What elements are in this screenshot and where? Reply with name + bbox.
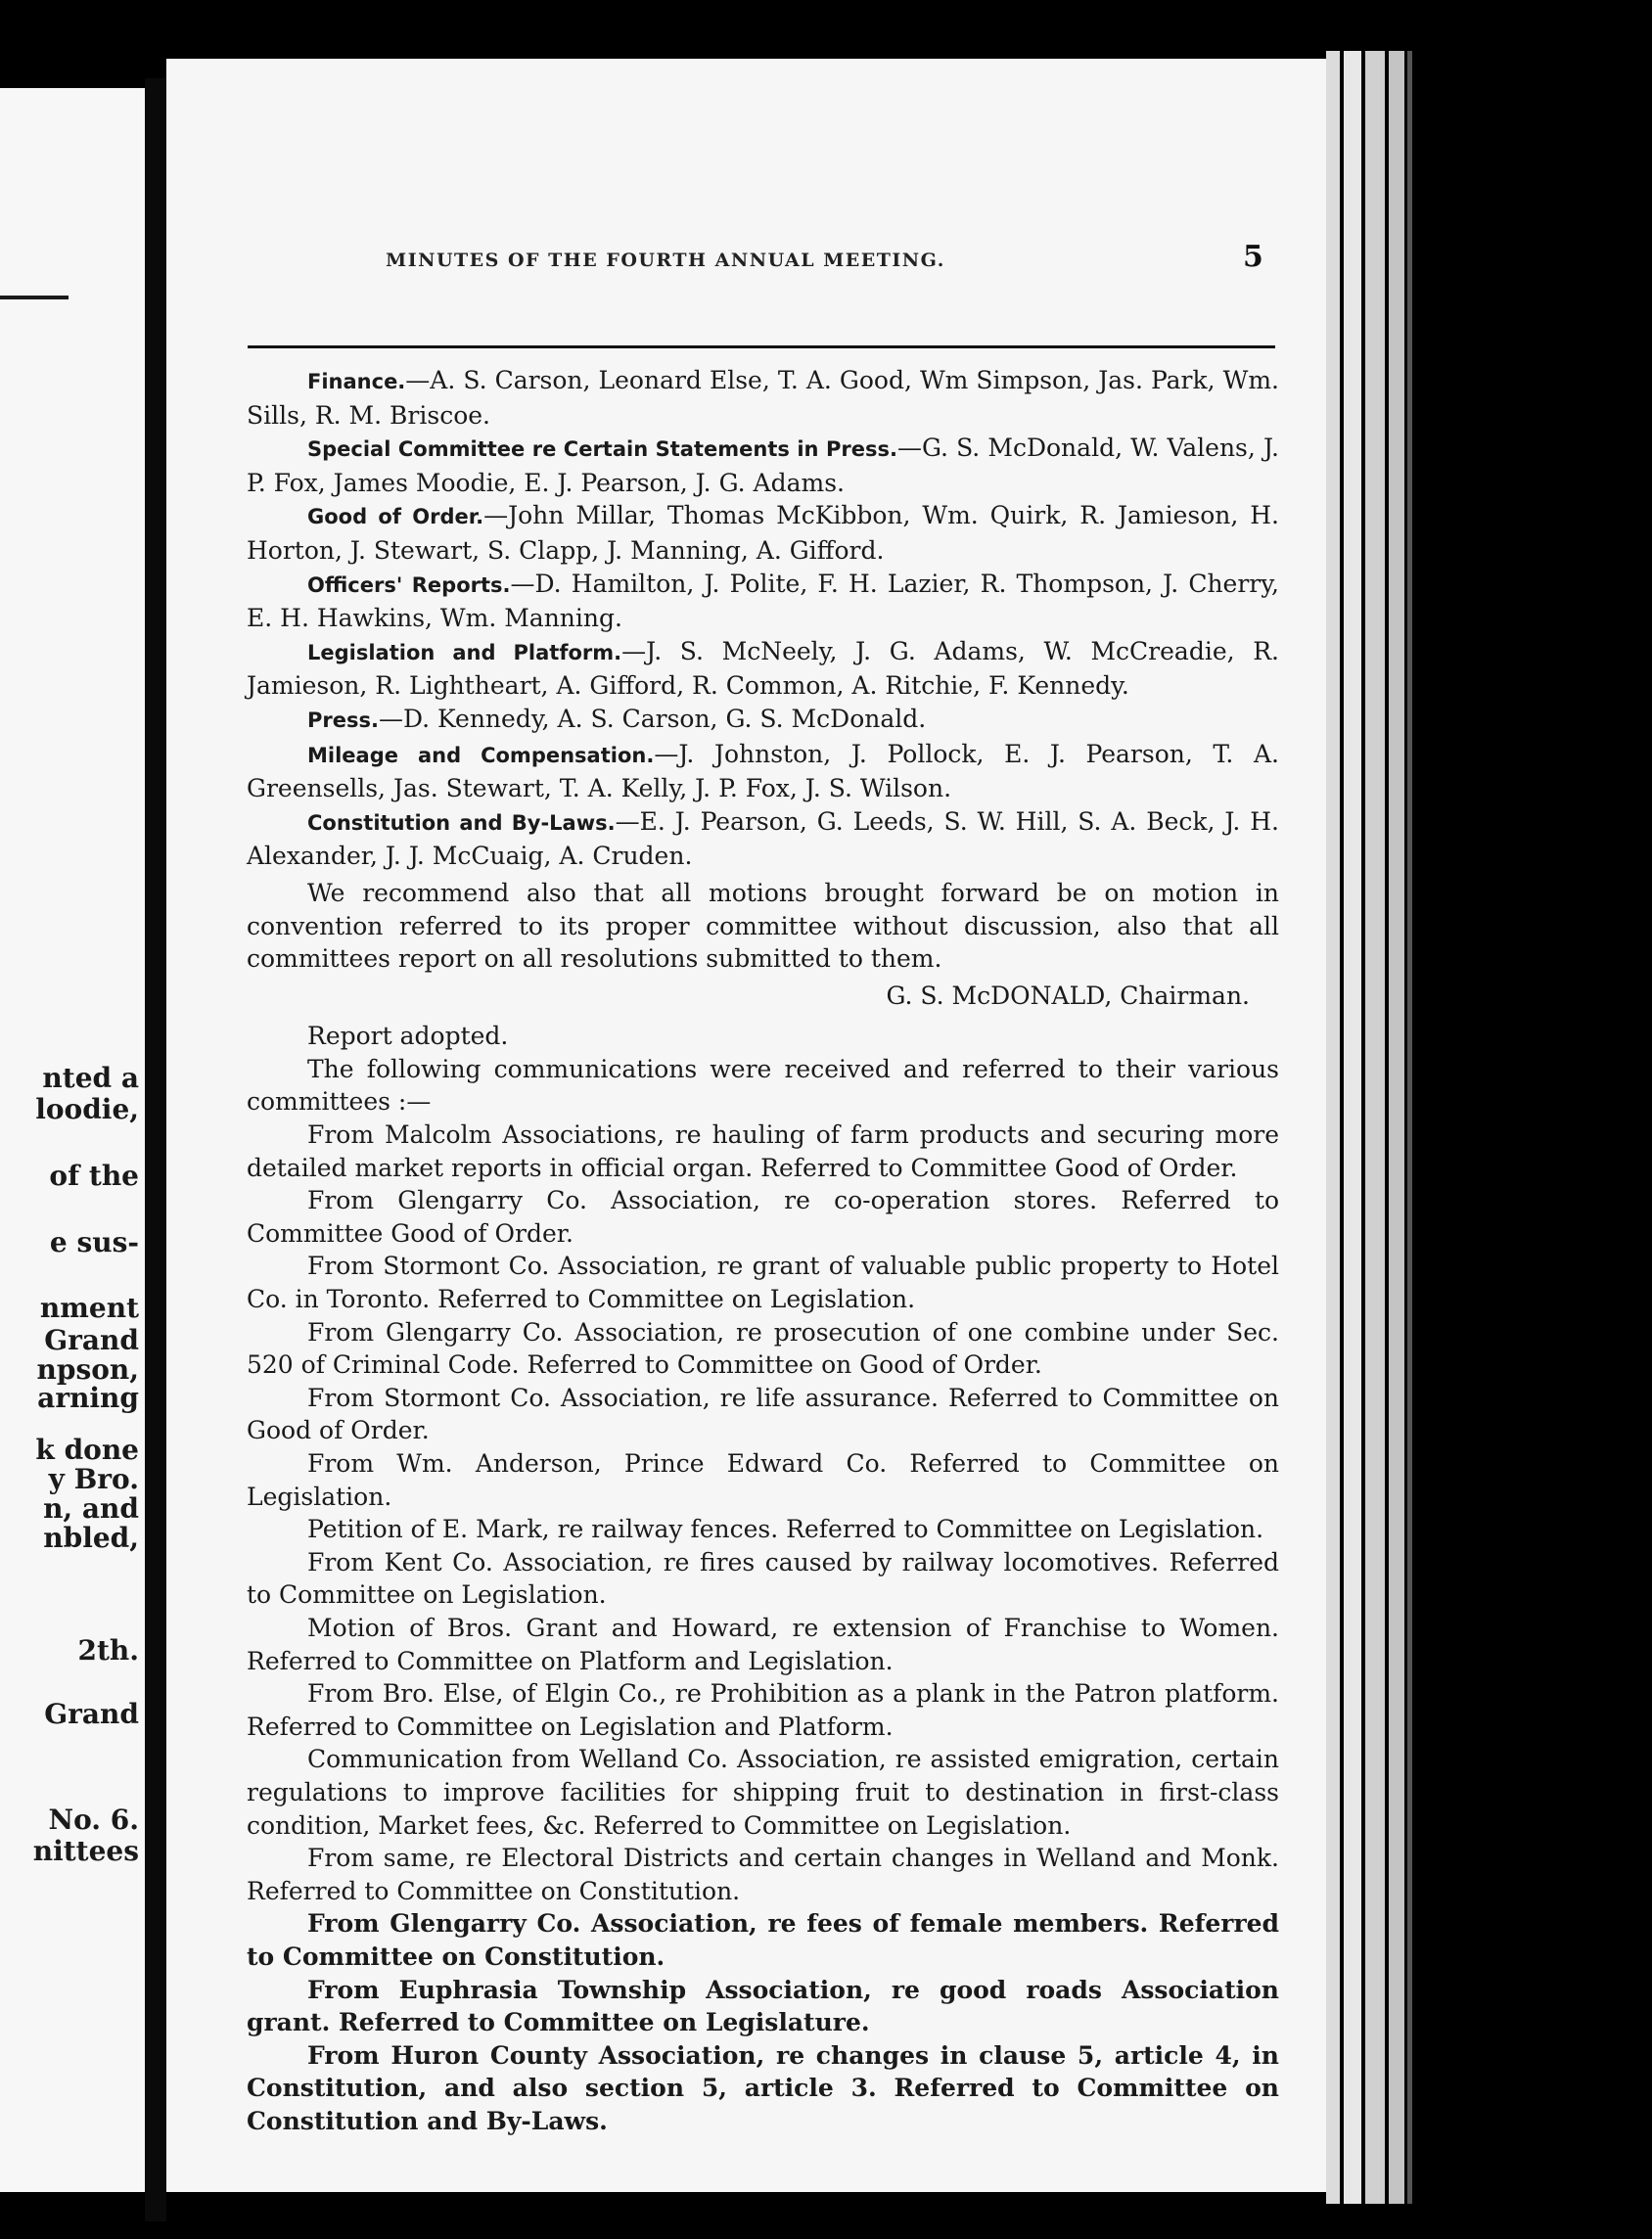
committee-name: Press. (307, 708, 379, 732)
previous-page-fragment: e sus- (49, 1226, 139, 1258)
committee-name: Good of Order. (307, 505, 484, 529)
previous-page-fragment: Grand (44, 1698, 139, 1730)
communication-item: From Huron County Association, re changes in clause 5, article 4, in Constitution, and also section 5, article 3. Referred to Committee on Constitution and By-Laws. (247, 2040, 1279, 2135)
committee-paragraph (247, 635, 1279, 703)
previous-page-fragment: nbled, (43, 1522, 139, 1554)
page-edge (1326, 51, 1340, 2204)
communication-item: From Glengarry Co. Association, re fees of female members. Referred to Committee on Constitution. (247, 1909, 1279, 1971)
page-number: 5 (1243, 240, 1263, 274)
communication-item: Petition of E. Mark, re railway fences. Referred to Committee on Legislation. (307, 1515, 1264, 1544)
recommendation-paragraph: We recommend also that all motions brought forward be on motion in convention referred to its proper committee without discussion, also that all committees report on all resolutions submitted to them. (247, 878, 1279, 974)
previous-page-rule (0, 296, 69, 299)
communication-item: Motion of Bros. Grant and Howard, re extension of Franchise to Women. Referred to Committee on Platform and Legislation. (247, 1613, 1279, 1675)
report-adopted: Report adopted. (307, 1022, 509, 1051)
previous-page-fragment: of the (49, 1160, 139, 1192)
committee-name: Mileage and Compensation. (307, 743, 655, 767)
running-title: MINUTES OF THE FOURTH ANNUAL MEETING. (386, 250, 945, 271)
previous-page-fragment: arning (37, 1382, 139, 1414)
communication-item: From Glengarry Co. Association, re co-operation stores. Referred to Committee Good of Order. (247, 1186, 1279, 1248)
communication-item: From Bro. Else, of Elgin Co., re Prohibition as a plank in the Patron platform. Referred to Committee on Legislation and Platform. (247, 1679, 1279, 1741)
committee-paragraph (247, 499, 1279, 567)
committee-members: —A. S. Carson, Leonard Else, T. A. Good, Wm Simpson, Jas. Park, Wm. Sills, R. M. Briscoe. (247, 366, 1279, 430)
committee-name: Constitution and By-Laws. (307, 810, 616, 835)
committee-members: —G. S. McDonald, W. Valens, J. P. Fox, James Moodie, E. J. Pearson, J. G. Adams. (247, 434, 1279, 497)
communication-item: From Malcolm Associations, re hauling of farm products and securing more detailed market reports in official organ. Referred to Committee Good of Order. (247, 1120, 1279, 1182)
committee-name: Officers' Reports. (307, 572, 511, 597)
committee-name: Legislation and Platform. (307, 640, 622, 664)
committee-name: Finance. (307, 370, 406, 393)
committee-paragraph (247, 568, 1279, 635)
previous-page-fragment: nted a (42, 1062, 139, 1094)
previous-page-fragment: nittees (32, 1835, 139, 1867)
communication-item: Communication from Welland Co. Association, re assisted emigration, certain regulations to improve facilities for shipping fruit to destination in first-class condition, Market fees, &c. Referred to Committee on Legislation. (247, 1745, 1279, 1840)
committee-members: —E. J. Pearson, G. Leeds, S. W. Hill, S. A. Beck, J. H. Alexander, J. J. McCuaig, A. Cruden. (247, 806, 1279, 871)
page-edge (1365, 51, 1385, 2204)
previous-page-fragment: nment (39, 1292, 139, 1324)
page-body (247, 364, 1279, 2137)
previous-page-fragment: Grand (44, 1324, 139, 1356)
communication-item: From Wm. Anderson, Prince Edward Co. Referred to Committee on Legislation. (247, 1449, 1279, 1511)
committee-paragraph (247, 364, 1279, 432)
committee-members: —J. Johnston, J. Pollock, E. J. Pearson, T. A. Greensells, Jas. Stewart, T. A. Kelly, J. P. Fox, J. S. Wilson. (247, 739, 1279, 803)
chairman-signature: G. S. McDONALD, Chairman. (886, 981, 1250, 1010)
committee-name: Special Committee re Certain Statements in Press. (307, 437, 897, 462)
page-edge (1344, 51, 1361, 2204)
communication-item: From Stormont Co. Association, re life assurance. Referred to Committee on Good of Order. (247, 1383, 1279, 1445)
page-edge (1389, 51, 1404, 2204)
previous-page-edge (0, 88, 145, 2192)
committee-members: —D. Hamilton, J. Polite, F. H. Lazier, R. Thompson, J. Cherry, E. H. Hawkins, Wm. Manning. (247, 569, 1279, 633)
committee-paragraph (247, 432, 1279, 499)
committee-paragraph (247, 805, 1279, 873)
previous-page-fragment: npson, (36, 1353, 139, 1386)
previous-page-fragment: k done (35, 1434, 139, 1466)
committee-members: —John Millar, Thomas McKibbon, Wm. Quirk, R. Jamieson, H. Horton, J. Stewart, S. Clapp, J. Manning, A. Gifford. (247, 501, 1279, 565)
communication-item: From same, re Electoral Districts and certain changes in Welland and Monk. Referred to Committee on Constitution. (247, 1844, 1279, 1905)
header-rule (248, 345, 1275, 348)
communication-item: From Glengarry Co. Association, re prosecution of one combine under Sec. 520 of Criminal Code. Referred to Committee on Good of Order. (247, 1317, 1279, 1380)
committee-paragraph (247, 738, 1279, 805)
previous-page-fragment: loodie, (35, 1093, 139, 1125)
communication-item: From Stormont Co. Association, re grant of valuable public property to Hotel Co. in Toronto. Referred to Committee on Legislation. (247, 1252, 1279, 1314)
book-gutter (145, 78, 166, 2221)
committee-members: —D. Kennedy, A. S. Carson, G. S. McDonald. (378, 704, 927, 733)
communication-item: From Euphrasia Township Association, re good roads Association grant. Referred to Committee on Legislature. (247, 1975, 1279, 2037)
previous-page-fragment: n, and (43, 1492, 139, 1525)
page-edge (1407, 51, 1412, 2204)
communication-item: From Kent Co. Association, re fires caused by railway locomotives. Referred to Committee on Legislation. (247, 1547, 1279, 1610)
previous-page-fragment: No. 6. (48, 1804, 139, 1836)
previous-page-fragment: y Bro. (48, 1463, 139, 1495)
previous-page-fragment: 2th. (77, 1634, 139, 1667)
committee-members: —J. S. McNeely, J. G. Adams, W. McCreadie, R. Jamieson, R. Lightheart, A. Gifford, R. Common, A. Ritchie, F. Kennedy. (247, 636, 1279, 701)
communications-intro: The following communications were received and referred to their various committees :— (247, 1054, 1279, 1117)
committee-paragraph (247, 703, 1279, 738)
